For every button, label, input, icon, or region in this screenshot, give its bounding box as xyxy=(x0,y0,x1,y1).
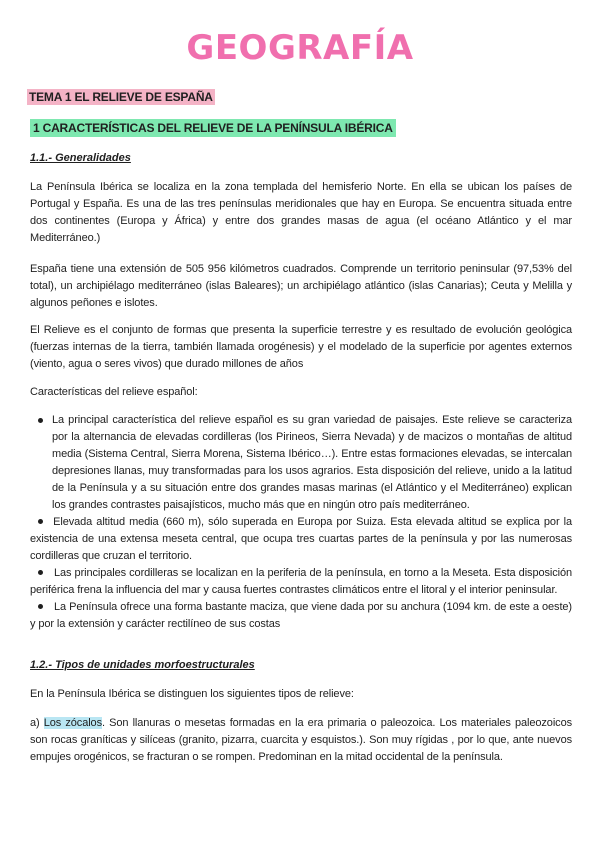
characteristics-list xyxy=(30,412,572,633)
list-item xyxy=(30,514,572,565)
bullet-icon xyxy=(38,519,43,524)
tema-heading: TEMA 1 EL RELIEVE DE ESPAÑA xyxy=(29,90,213,104)
list-item-text: Elevada altitud media (660 m), sólo superada en Europa por Suiza. Esta elevada altitud se explica por la existencia de una extensa meseta central, que ocupa tres cuartas partes de la península y por las numerosas cordilleras que cruzan el territorio. xyxy=(30,516,572,562)
subsection-heading-generalidades: 1.1.- Generalidades xyxy=(30,152,131,164)
list-item-text: La Península ofrece una forma bastante maciza, que viene dada por su anchura (1094 km. de este a oeste) y por la extensión y carácter rectilíneo de sus costas xyxy=(30,601,572,630)
paragraph-tipos-intro: En la Península Ibérica se distinguen los siguientes tipos de relieve: xyxy=(30,688,354,700)
item-a-prefix: a) xyxy=(30,717,44,729)
bullet-icon xyxy=(38,604,43,609)
paragraph-zocalos xyxy=(30,715,572,766)
bullet-icon xyxy=(38,570,43,575)
paragraph-relieve-definition: El Relieve es el conjunto de formas que presenta la superficie terrestre y es resultado de evolución geológica (fuerzas internas de la tierra, también llamada orogénesis) y el modelado de la superficie por agentes externos (viento, agua o seres vivos) que durado millones de años xyxy=(30,324,572,370)
list-item xyxy=(30,599,572,633)
bullet-icon xyxy=(38,418,43,423)
list-item-text: Las principales cordilleras se localizan en la periferia de la península, en torno a la Meseta. Esta disposición periférica frena la influencia del mar y causa fuertes contrastes climáticos entre el litoral y el interior peninsular. xyxy=(30,567,572,596)
paragraph-caracteristicas-intro: Características del relieve español: xyxy=(30,386,198,398)
page-title: GEOGRAFÍA xyxy=(186,28,414,68)
list-item xyxy=(30,412,572,514)
paragraph-location: La Península Ibérica se localiza en la zona templada del hemisferio Norte. En ella se ubican los países de Portugal y España. Es una de las tres penínsulas meridionales que hay en Europa. Se encuentra situada entre dos continentes (Europa y África) y entre dos grandes masas de agua (el océano Atlántico y el mar Mediterráneo.) xyxy=(30,181,572,244)
subsection-heading-tipos: 1.2.- Tipos de unidades morfoestructurales xyxy=(30,659,255,671)
list-item xyxy=(30,565,572,599)
highlighted-term-zocalos: Los zócalos xyxy=(43,717,102,729)
paragraph-extension: España tiene una extensión de 505 956 kilómetros cuadrados. Comprende un territorio peninsular (97,53% del total), un archipiélago mediterráneo (islas Baleares); un archipiélago atlántico (islas Canarias); Ceuta y Melilla y algunos peñones e islotes. xyxy=(30,263,572,309)
list-item-text: La principal característica del relieve español es su gran variedad de paisajes. Este relieve se caracteriza por la alternancia de elevadas cordilleras (los Pirineos, Sierra Nevada) y de macizos o montañas de altitud media (Sistema Central, Sierra Morena, Sistema Ibérico…). Entre estas formaciones elevadas, se intercalan depresiones llanas, muy transformadas para los usos agrarios. Esta disposición del relieve, unido a la latitud de la Península y a su situación entre dos grandes masas marinas (el Atlántico y el Mediterráneo) explican los grandes contrastes paisajísticos, mucho más que en ningún otro país mediterráneo. xyxy=(52,414,572,511)
item-a-text: . Son llanuras o mesetas formadas en la era primaria o paleozoica. Los materiales paleozoicos son rocas graníticas y silíceas (granito, pizarra, cuarcita y esquistos.). Son muy rígidas , por lo que, ante nuevos empujes orogénicos, se fracturan o se rompen. Predominan en la mitad occidental de la península. xyxy=(30,717,572,763)
section-heading: 1 CARACTERÍSTICAS DEL RELIEVE DE LA PENÍNSULA IBÉRICA xyxy=(30,119,396,137)
